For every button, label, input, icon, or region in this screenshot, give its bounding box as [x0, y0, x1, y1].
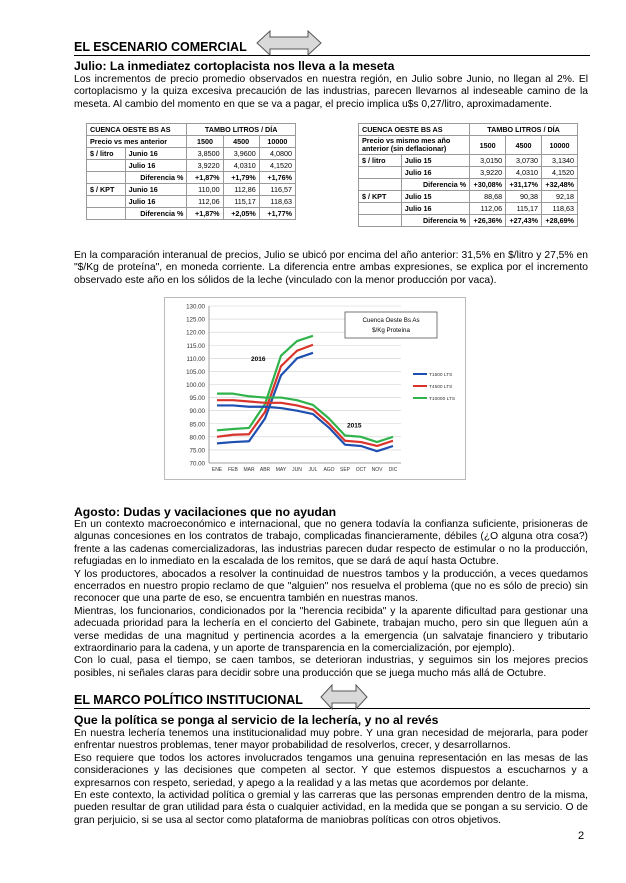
cell-value: +1,87% [187, 208, 223, 220]
cell-value: +1,76% [259, 172, 295, 184]
cell-value: +26,36% [470, 215, 506, 227]
x-tick-label: MAR [243, 467, 255, 473]
table-body [359, 155, 578, 227]
x-tick-label: NOV [371, 467, 383, 473]
cell-value: 118,63 [542, 203, 578, 215]
cell-value: +1,87% [187, 172, 223, 184]
cell-value: +30,08% [470, 179, 506, 191]
row-unit [87, 196, 126, 208]
cell-value: +27,43% [506, 215, 542, 227]
x-tick-label: JUL [308, 467, 318, 473]
cell-value: +28,69% [542, 215, 578, 227]
table-row [87, 148, 296, 160]
col-header: 10000 [259, 136, 295, 148]
cell-value: 3,1340 [542, 155, 578, 167]
cell-value: +1,79% [223, 172, 259, 184]
col-header: 4500 [506, 136, 542, 155]
table-row [87, 172, 296, 184]
x-tick-label: SEP [339, 467, 351, 473]
cell-value: 112,06 [187, 196, 223, 208]
row-label: Junio 16 [125, 148, 187, 160]
table-row [359, 191, 578, 203]
table-subtitle: Precio vs mes anterior [87, 136, 187, 148]
row-label: Julio 16 [401, 203, 469, 215]
julio-paragraph [74, 74, 588, 111]
legend-label: T4500 LTS [429, 385, 453, 390]
cell-value: 118,63 [259, 196, 295, 208]
row-label: Julio 16 [401, 167, 469, 179]
cell-value: 4,0310 [223, 160, 259, 172]
cell-value: +31,17% [506, 179, 542, 191]
cell-value: 3,9600 [223, 148, 259, 160]
cell-value: 92,18 [542, 191, 578, 203]
row-unit [87, 208, 126, 220]
x-tick-label: AGO [323, 467, 335, 473]
row-label: Julio 15 [401, 191, 469, 203]
politica-heading: Que la política se ponga al servicio de la lechería, y no al revés [74, 713, 439, 727]
table-row [359, 155, 578, 167]
table-row [359, 179, 578, 191]
y-tick-label: 130.00 [186, 303, 205, 311]
x-tick-label: ENE [211, 467, 223, 473]
x-tick-label: OCT [355, 467, 367, 473]
cell-value: 88,68 [470, 191, 506, 203]
table-title: CUENCA OESTE BS AS [359, 124, 470, 136]
cell-value: +2,05% [223, 208, 259, 220]
cell-value: 3,9220 [470, 167, 506, 179]
cell-value: 115,17 [223, 196, 259, 208]
x-tick-label: ABR [259, 467, 271, 473]
row-label: Julio 16 [125, 160, 187, 172]
table-title: CUENCA OESTE BS AS [87, 124, 187, 136]
row-label: Diferencia % [401, 179, 469, 191]
table-body [87, 148, 296, 220]
cell-value: 115,17 [506, 203, 542, 215]
annotation-2016: 2016 [251, 355, 266, 363]
agosto-text-3: Mientras, los funcionarios, condicionados por la "herencia recibida" y la aparente dificultad para gestionar una adecuada prioridad para la lechería en el concierto del Gabinete, trabajan mucho, pero sin que lleguen aún a verse medidas de una magnitud y pertinencia acordes a la emergencia (un salvataje financiero y tributario extraordinario para la cadena, y un aporte de transparencia en la comercialización, por ejemplo). [74, 605, 588, 655]
row-unit [359, 203, 402, 215]
row-label: Diferencia % [125, 208, 187, 220]
x-tick-label: DIC [388, 467, 398, 473]
politica-text-2: Eso requiere que todos los actores involucrados tengamos una genuina representación en las mesas de las consideraciones y las decisiones que competen al sector. Y que estemos dispuestos a escucharnos y a expresarnos con respeto, seriedad, y apego a la realidad y a las metas que acordemos por delante. [74, 752, 588, 789]
cell-value: 4,1520 [542, 167, 578, 179]
row-label: Diferencia % [401, 215, 469, 227]
politica-text-3: En este contexto, la actividad política o gremial y las carreras que las personas emprenden dentro de la misma, pueden resultar de gran utilidad para ésta o cualquier actividad, en la medida que se pongan a su servicio. O de gran perjuicio, si se usa al sector como plataforma de maniobras políticas con otros objetivos. [74, 790, 588, 826]
annotation-2015: 2015 [347, 422, 362, 430]
row-unit [359, 179, 402, 191]
row-unit [359, 167, 402, 179]
table-row [359, 215, 578, 227]
row-unit [87, 172, 126, 184]
section-title: EL MARCO POLÍTICO INSTITUCIONAL [74, 693, 303, 707]
cell-value: 3,0150 [470, 155, 506, 167]
table-row [359, 203, 578, 215]
row-unit: $ / litro [359, 155, 402, 167]
row-label: Junio 16 [125, 184, 187, 196]
y-tick-label: 100.00 [186, 382, 205, 389]
agosto-text-2: Y los productores, abocados a resolver la continuidad de nuestros tambos y la producción, a veces quedamos encerrados en nuestro propio reclamo de que "alguien" nos resuelva el problema (que no es sólo de precio) sin reconocer que una parte de eso, se encuentra también en nuestras manos. [74, 568, 588, 605]
x-tick-label: MAY [275, 467, 287, 473]
price-table-month [86, 123, 296, 220]
julio-heading: Julio: La inmediatez cortoplacista nos lleva a la meseta [74, 59, 395, 73]
col-header: 4500 [223, 136, 259, 148]
section-header-escenario [74, 38, 590, 56]
agosto-text-4: Con lo cual, pasa el tiempo, se caen tambos, se deterioran industrias, y seguimos sin los mejores precios posibles, ni señales claras para decidir sobre una producción que se juega mucho más allá de Octubre. [74, 655, 588, 679]
protein-price-chart [164, 297, 466, 480]
row-unit: $ / KPT [359, 191, 402, 203]
table-subtitle: Precio vs mismo mes año anterior (sin deflacionar) [359, 136, 470, 155]
agosto-text-1: En un contexto macroeconómico e internacional, que no genera todavía la confianza suficiente, prisioneras de algunas concesiones en los contratos de trabajo, complicadas financieramente, débiles (¿O alguna otra cosa?) frente a las cadenas comercializadoras, las industrias parecen dudar respecto de estimular o no la producción, refugiadas en lo inmediato en la escalada de los remitos, que se dará de aquí hasta Octubre. [74, 519, 588, 568]
comparison-paragraph [74, 250, 588, 287]
table-group-header: TAMBO LITROS / DÍA [187, 124, 296, 136]
y-tick-label: 110.00 [186, 355, 205, 363]
y-tick-label: 70.00 [189, 460, 205, 468]
chart-title-box [345, 312, 437, 338]
table-group-header: TAMBO LITROS / DÍA [470, 124, 578, 136]
cell-value: 4,1520 [259, 160, 295, 172]
cell-value: 4,0800 [259, 148, 295, 160]
chart-svg [165, 298, 467, 481]
comparison-text: En la comparación interanual de precios, Julio se ubicó por encima del año anterior: 31,5% en $/litro y 27,5% en "$/Kg de proteína", en moneda corriente. La diferencia entre ambas expresiones, se explica por el incremento observado este año en los sólidos de la leche (vinculado con la menor producción por vaca). [74, 250, 588, 286]
agosto-heading: Agosto: Dudas y vacilaciones que no ayudan [74, 505, 337, 519]
table-row [87, 160, 296, 172]
row-unit: $ / litro [87, 148, 126, 160]
row-label: Julio 16 [125, 196, 187, 208]
y-tick-label: 95.00 [189, 395, 205, 403]
legend-label: T10000 LTS [429, 397, 456, 402]
y-tick-label: 115.00 [186, 342, 205, 350]
cell-value: 112,86 [223, 184, 259, 196]
cell-value: 3,8500 [187, 148, 223, 160]
agosto-paragraph [74, 519, 588, 680]
price-table-year [358, 123, 578, 227]
cell-value: +32,48% [542, 179, 578, 191]
cell-value: 90,38 [506, 191, 542, 203]
row-label: Julio 15 [401, 155, 469, 167]
x-tick-label: FEB [228, 467, 238, 473]
table-row [87, 184, 296, 196]
cell-value: 3,0730 [506, 155, 542, 167]
cell-value: 112,06 [470, 203, 506, 215]
section-title: EL ESCENARIO COMERCIAL [74, 40, 247, 54]
x-tick-label: JUN [292, 467, 302, 473]
y-tick-label: 120.00 [186, 329, 205, 337]
double-arrow-icon [256, 30, 322, 56]
row-unit [87, 160, 126, 172]
y-tick-label: 90.00 [189, 408, 205, 416]
col-header: 10000 [542, 136, 578, 155]
col-header: 1500 [470, 136, 506, 155]
cell-value: 3,9220 [187, 160, 223, 172]
table-row [87, 196, 296, 208]
politica-text-1: En nuestra lechería tenemos una institucionalidad muy pobre. Y una gran necesidad de mejorarla, para poder enfrentar nuestros problemas, tener mayor probabilidad de resolverlos, crecer, y desarrollarnos. [74, 728, 588, 752]
y-tick-label: 75.00 [189, 447, 205, 455]
cell-value: 116,57 [259, 184, 295, 196]
chart-title: Cuenca Oeste Bs As [362, 317, 420, 324]
y-tick-label: 105.00 [186, 368, 205, 376]
table-row [359, 167, 578, 179]
col-header: 1500 [187, 136, 223, 148]
y-tick-label: 80.00 [189, 434, 205, 442]
legend-label: T1500 LTS [429, 373, 453, 378]
cell-value: +1,77% [259, 208, 295, 220]
cell-value: 4,0310 [506, 167, 542, 179]
double-arrow-icon [320, 684, 368, 710]
julio-text: Los incrementos de precio promedio observados en nuestra región, en Julio sobre Junio, no llegan al 2%. El cortoplacismo y la quiza excesiva precaución de las industrias, parecen llevarnos al indeseable camino de la meseta. Al cambio del momento en que se va a pagar, el precio implica u$s 0,27/litro, aproximadamente. [74, 74, 588, 110]
row-unit: $ / KPT [87, 184, 126, 196]
cell-value: 110,00 [187, 184, 223, 196]
y-tick-label: 85.00 [189, 421, 205, 429]
page-number: 2 [578, 830, 585, 842]
row-unit [359, 215, 402, 227]
row-label: Diferencia % [125, 172, 187, 184]
chart-title-line2: $/Kg Proteína [372, 327, 410, 334]
politica-paragraph [74, 728, 588, 827]
table-row [87, 208, 296, 220]
y-tick-label: 125.00 [186, 316, 205, 324]
